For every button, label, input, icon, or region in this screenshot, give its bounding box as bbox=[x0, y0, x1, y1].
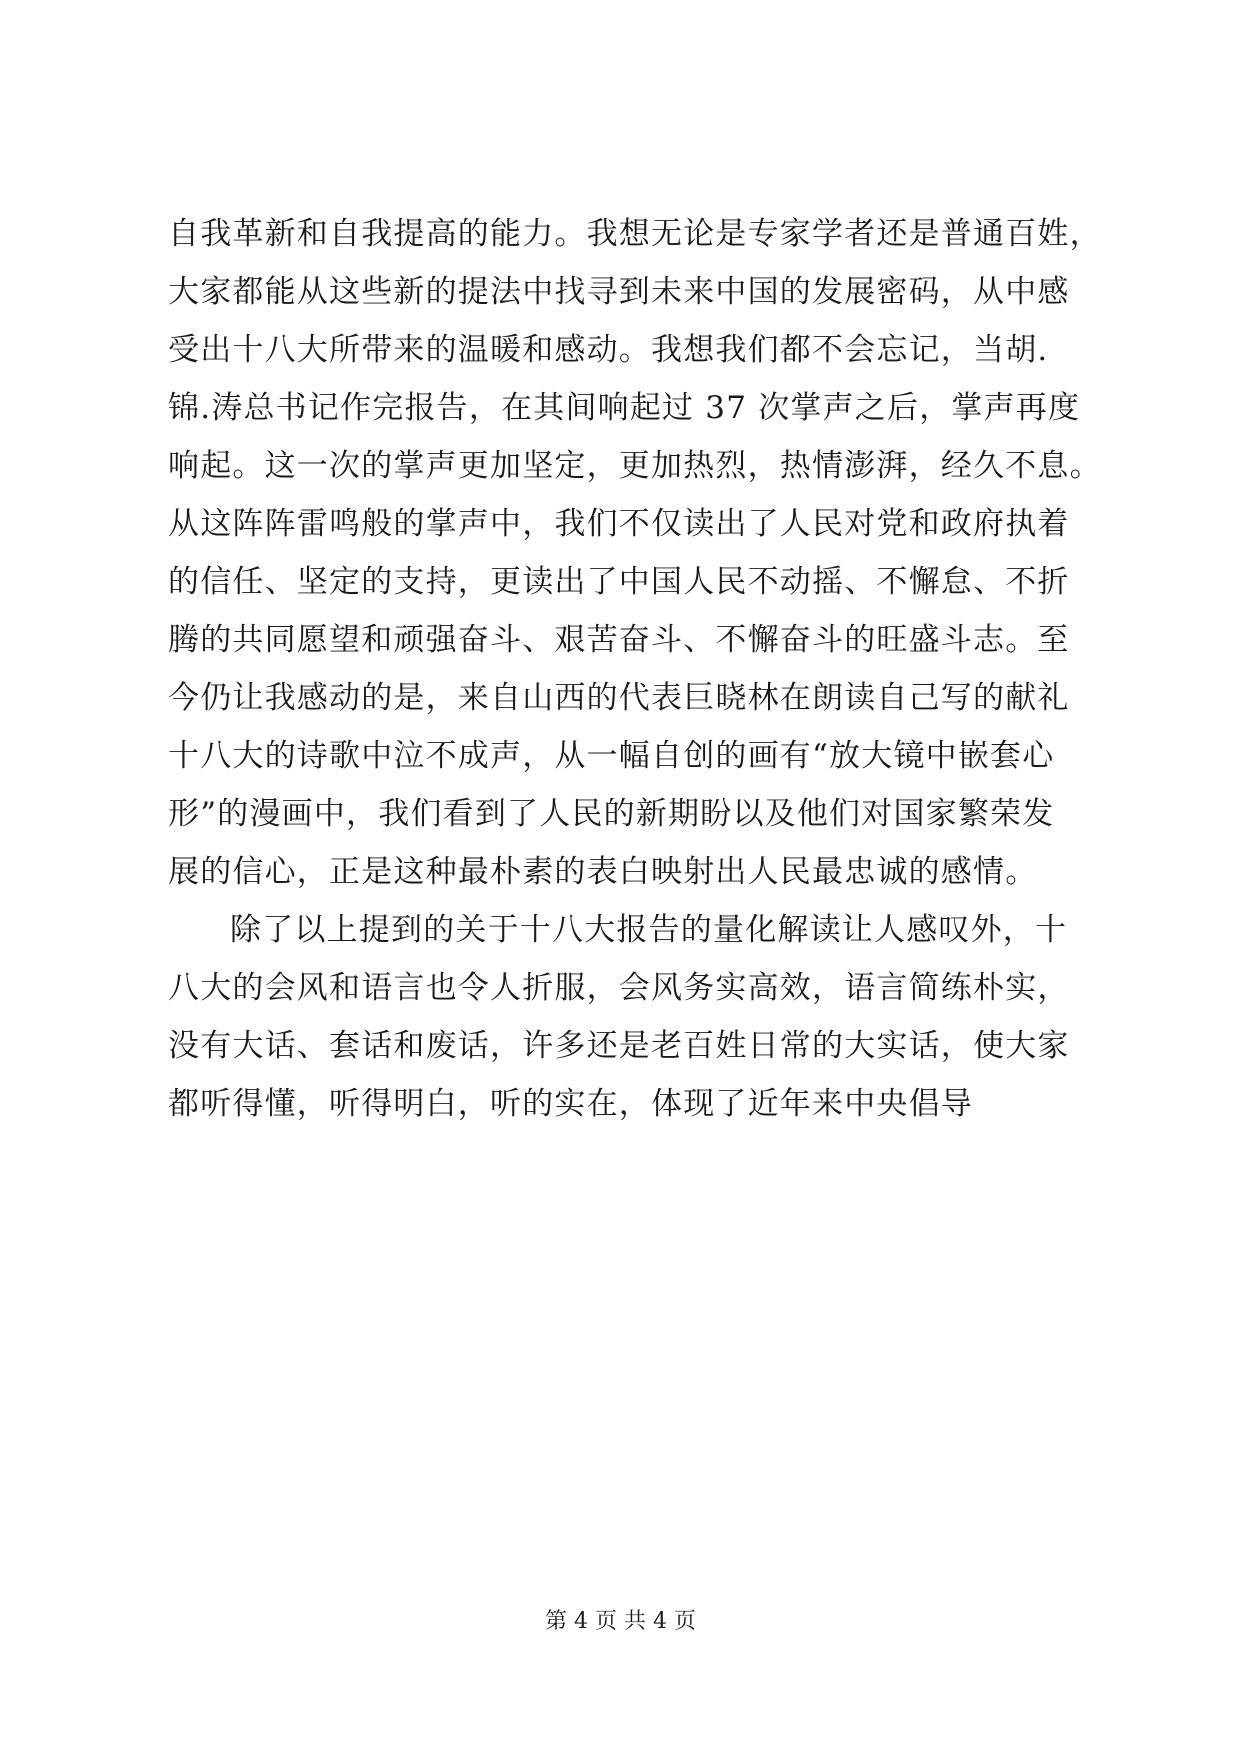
text-line: 从这阵阵雷鸣般的掌声中，我们不仅读出了人民对党和政府执着 bbox=[168, 506, 1070, 542]
text-line: 八大的会风和语言也令人折服，会风务实高效，语言简练朴实， bbox=[168, 970, 1070, 1006]
text-line: 形”的漫画中，我们看到了人民的新期盼以及他们对国家繁荣发 bbox=[168, 796, 1055, 832]
page-number-footer: 第 4 页 共 4 页 bbox=[545, 1609, 696, 1634]
text-line: 展的信心，正是这种最朴素的表白映射出人民最忠诚的感情。 bbox=[168, 854, 1038, 890]
text-line: 十八大的诗歌中泣不成声，从一幅自创的画有“放大镜中嵌套心 bbox=[168, 738, 1055, 774]
body-text bbox=[168, 205, 1108, 1133]
text-line: 自我革新和自我提高的能力。我想无论是专家学者还是普通百姓， bbox=[168, 216, 1102, 252]
text-line: 今仍让我感动的是，来自山西的代表巨晓林在朗读自己写的献礼 bbox=[168, 680, 1070, 716]
text-line: 没有大话、套话和废话，许多还是老百姓日常的大实话，使大家 bbox=[168, 1028, 1070, 1064]
text-line: 大家都能从这些新的提法中找寻到未来中国的发展密码，从中感 bbox=[168, 274, 1070, 310]
paragraph-start-line: 除了以上提到的关于十八大报告的量化解读让人感叹外，十 bbox=[230, 912, 1068, 948]
text-line: 的信任、坚定的支持，更读出了中国人民不动摇、不懈怠、不折 bbox=[168, 564, 1070, 600]
text-line: 腾的共同愿望和顽强奋斗、艰苦奋斗、不懈奋斗的旺盛斗志。至 bbox=[168, 622, 1070, 658]
text-line: 锦.涛总书记作完报告，在其间响起过 37 次掌声之后，掌声再度 bbox=[168, 390, 1081, 426]
text-line: 受出十八大所带来的温暖和感动。我想我们都不会忘记，当胡. bbox=[168, 332, 1049, 368]
text-line: 响起。这一次的掌声更加坚定，更加热烈，热情澎湃，经久不息。 bbox=[168, 448, 1102, 484]
text-line: 都听得懂，听得明白，听的实在，体现了近年来中央倡导 bbox=[168, 1086, 973, 1122]
